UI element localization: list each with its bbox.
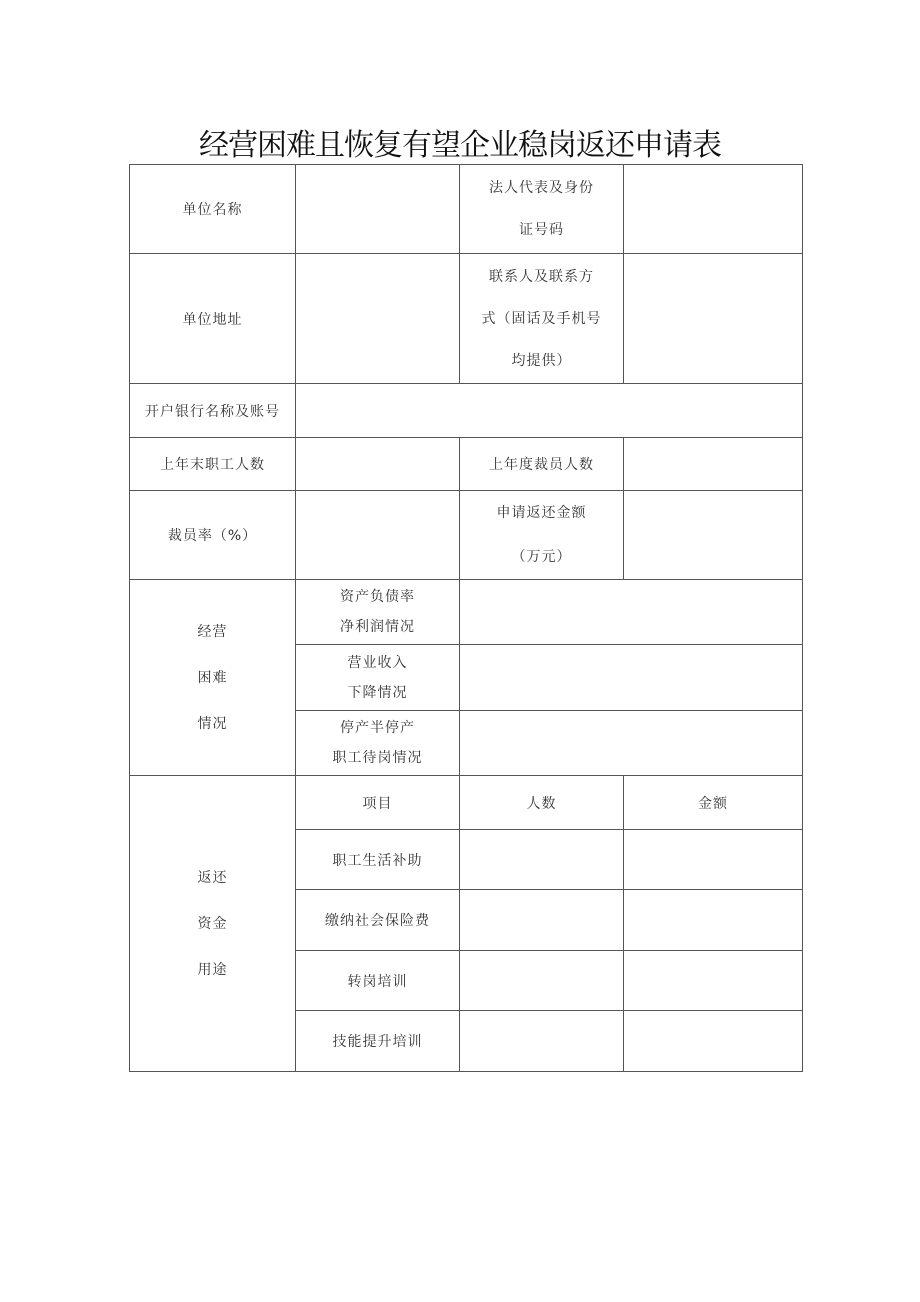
legal-rep-value[interactable] xyxy=(624,165,803,254)
usage-header-item: 项目 xyxy=(296,776,460,830)
application-form-table xyxy=(129,164,803,1072)
usage-row-label: 技能提升培训 xyxy=(296,1011,460,1072)
refund-amount-label: 申请返还金额 （万元） xyxy=(460,491,624,580)
usage-row-count[interactable] xyxy=(460,890,624,951)
layoff-rate-label: 裁员率（%） xyxy=(130,491,296,580)
usage-row-count[interactable] xyxy=(460,951,624,1011)
usage-label: 返还 资金 用途 xyxy=(130,776,296,1072)
revenue-decline-value[interactable] xyxy=(460,645,803,711)
layoff-count-value[interactable] xyxy=(624,438,803,491)
revenue-decline-label: 营业收入 下降情况 xyxy=(296,645,460,711)
refund-amount-value[interactable] xyxy=(624,491,803,580)
usage-row-label: 缴纳社会保险费 xyxy=(296,890,460,951)
layoff-rate-value[interactable] xyxy=(296,491,460,580)
difficulty-label: 经营 困难 情况 xyxy=(130,580,296,776)
unit-name-label: 单位名称 xyxy=(130,165,296,254)
debt-ratio-value[interactable] xyxy=(460,580,803,645)
usage-row-label: 职工生活补助 xyxy=(296,830,460,890)
staff-count-label: 上年末职工人数 xyxy=(130,438,296,491)
contact-value[interactable] xyxy=(624,254,803,384)
usage-row-count[interactable] xyxy=(460,1011,624,1072)
usage-header-amount: 金额 xyxy=(624,776,803,830)
usage-row-amount[interactable] xyxy=(624,951,803,1011)
usage-row-amount[interactable] xyxy=(624,1011,803,1072)
unit-name-value[interactable] xyxy=(296,165,460,254)
page-title: 经营困难且恢复有望企业稳岗返还申请表 xyxy=(199,128,721,163)
usage-row-label: 转岗培训 xyxy=(296,951,460,1011)
bank-label: 开户银行名称及账号 xyxy=(130,384,296,438)
contact-label: 联系人及联系方 式（固话及手机号 均提供） xyxy=(460,254,624,384)
unit-address-label: 单位地址 xyxy=(130,254,296,384)
bank-value[interactable] xyxy=(296,384,803,438)
usage-row-amount[interactable] xyxy=(624,890,803,951)
usage-header-count: 人数 xyxy=(460,776,624,830)
suspension-value[interactable] xyxy=(460,711,803,776)
staff-count-value[interactable] xyxy=(296,438,460,491)
usage-row-count[interactable] xyxy=(460,830,624,890)
legal-rep-label: 法人代表及身份 证号码 xyxy=(460,165,624,254)
debt-ratio-label: 资产负债率 净利润情况 xyxy=(296,580,460,645)
suspension-label: 停产半停产 职工待岗情况 xyxy=(296,711,460,776)
layoff-count-label: 上年度裁员人数 xyxy=(460,438,624,491)
unit-address-value[interactable] xyxy=(296,254,460,384)
usage-row-amount[interactable] xyxy=(624,830,803,890)
